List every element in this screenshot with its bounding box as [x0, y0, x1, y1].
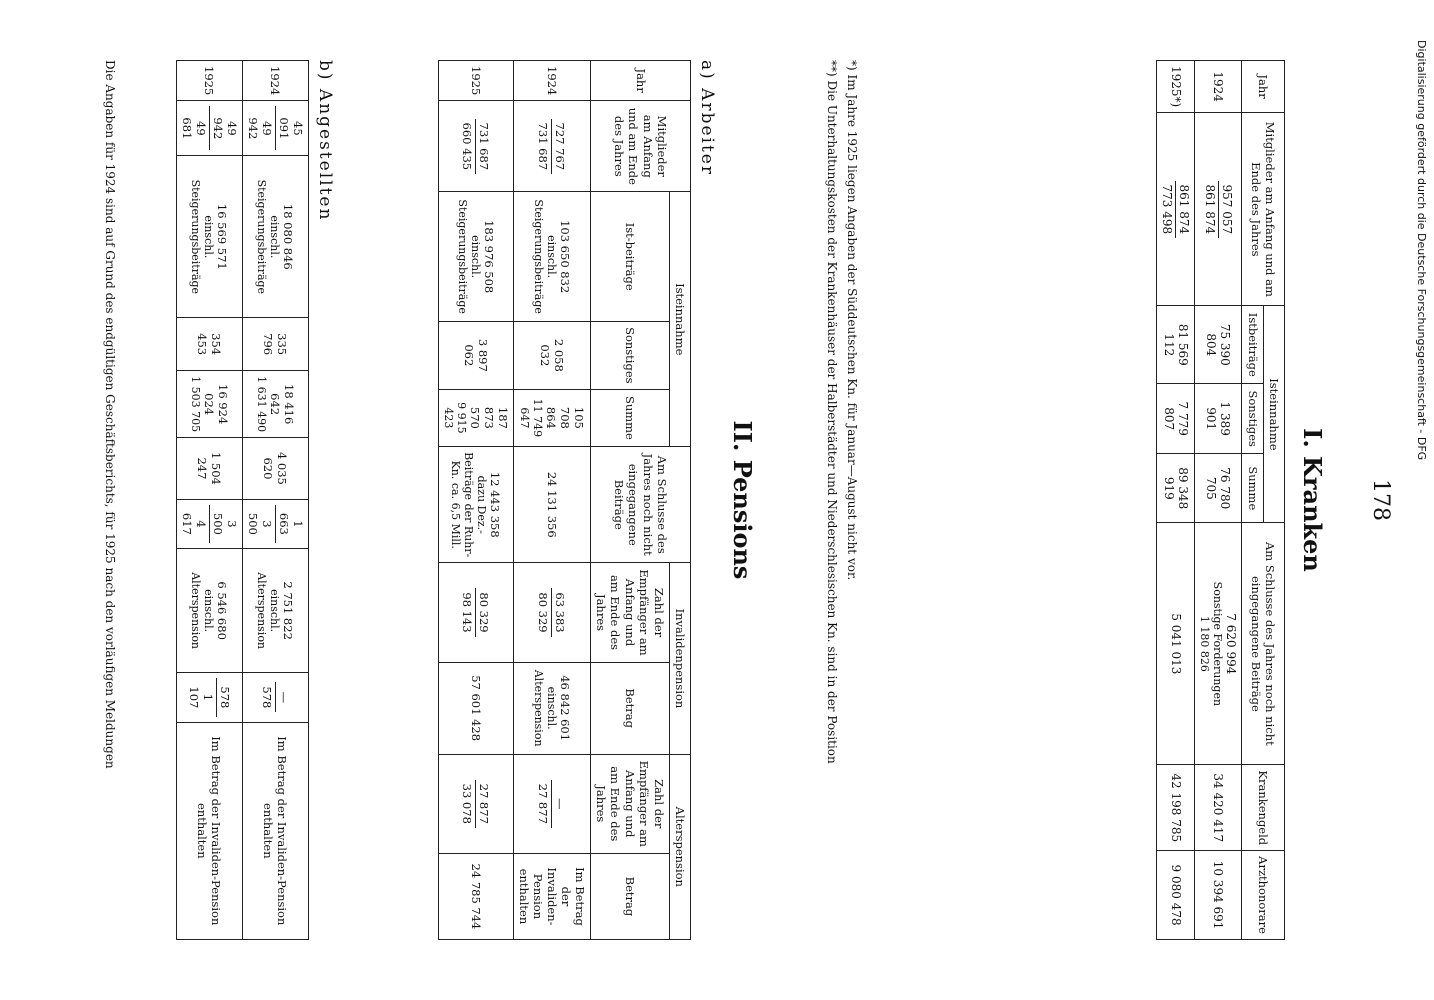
footnote-2: **) Die Unterhaltungskosten der Krankenhäuser der Halberstädter und Niederschlesischen Kn. sind in der Position	[824, 60, 839, 764]
col-mitglieder: Mitglieder am Anfang und am Ende des Jahres	[1242, 113, 1285, 306]
kranken-footnotes	[821, 60, 862, 764]
table-row: 1925*) 861 874 773 498 81 569 112 7 779 807 89 348 919 5 041 013 42 198 785 9 080 478	[1157, 61, 1195, 940]
footnote-1: *) Im Jahre 1925 liegen Angaben der Süddeutschen Kn. für Januar—August nicht vor.	[845, 60, 859, 581]
col-rueckstand: Am Schlusse des Jahres noch nicht eingegangene Beiträge	[1242, 523, 1285, 765]
document-page	[27, 20, 1407, 980]
table-row: 1925 49 942 49 681 16 569 571 einschl. Steigerungsbeiträge 354 453 16 924 024 1 503 705 1 504 247 3 500 4 617 6 546 680 einschl. Alterspension 578 1 107 Im Betrag der Invaliden-Pension enthalten	[177, 61, 243, 940]
subheading-arbeiter: a) Arbeiter	[697, 60, 717, 176]
table-row: 1924 957 057 861 874 75 390 804 1 389 901 76 780 705 7 620 994 Sonstige Forderungen 1 180 826 34 420 417 10 394 691	[1195, 61, 1242, 940]
col-sonstiges: Sonstiges	[1242, 384, 1263, 454]
table-row: 1924 45 091 49 942 18 080 846 einschl. Steigerungsbeiträge 335 796 18 416 642 1 631 490 4 035 620 1 663 3 500 2 751 822 einschl. Alterspension — 578 Im Betrag der Invaliden-Pension enthalten	[243, 61, 309, 940]
table-row: 1925 731 687 660 435 183 976 508 einschl. Steigerungsbeiträge 3 897 062 187 873 570 9 915 423 12 443 358 dazu Dez.-Beiträge der Ruhr-Kn. ca. 6,5 Mill. 80 329 98 143 57 601 428 27 877 33 078 24 785 744	[438, 61, 513, 940]
col-jahr: Jahr	[1242, 61, 1285, 113]
digitization-credit: Digitalisierung gefördert durch die Deutsche Forschungsgemeinschaft - DFG	[1415, 40, 1428, 461]
table-row: 1924 727 767 731 687 103 650 832 einschl. Steigerungsbeiträge 2 058 032 105 708 864 11 749 647 24 131 356 63 383 80 329 46 842 601 einschl. Alterspension — 27 877 Im Betrag der Invaliden-Pension enthalten	[513, 61, 590, 940]
section-heading-pensions: II. Pensions	[728, 420, 757, 580]
page-number: 178	[1368, 479, 1393, 521]
section-heading-kranken: I. Kranken	[1298, 428, 1327, 572]
pension-arbeiter-table: Jahr Mitglieder am Anfang und am Ende des Jahres Isteinnahme Am Schlusse des Jahres noch nicht eingegangene Beiträge Invalidenpension Alterspension Ist-beiträge Sonstiges Summe Zahl der Empfänger am Anfang und am Ende des Jahres Betrag Zahl der Empfänger am Anfang und am Ende des Jahres Betrag 1924 727 767 731 687 103 650 832 einschl. Steigerungsbeiträge 2 058 032 105 708 864 11 749 647 24 131 356 63 383 80 329 46 842 601 einschl. Alterspension — 27 877 Im Betrag der Invaliden-Pension enthalten 1925 731 687 660 435 183 976 508 einschl. Steigerungsbeiträge 3 897 062 187 873 570 9 915 423 12 443 358 dazu Dez.-Beiträge der Ruhr-Kn. ca. 6,5 Mill. 80 329 98 143 57 601 428 27 877 33 078 24 785 744	[438, 60, 691, 940]
pension-note: Die Angaben für 1924 sind auf Grund des endgültigen Geschäftsberichts, für 1925 nach den vorläufigen Meldungen	[103, 60, 117, 769]
col-arzthonorare: Arzthonorare	[1242, 851, 1285, 940]
col-istbeitraege: Istbeiträge	[1242, 306, 1263, 384]
subheading-angestellte: b) Angestellten	[315, 60, 335, 222]
col-isteinnahme: Isteinnahme	[1263, 306, 1284, 523]
col-krankengeld: Krankengeld	[1242, 765, 1285, 851]
pension-angestellte-table	[176, 60, 309, 940]
col-summe: Summe	[1242, 454, 1263, 523]
kranken-table	[1156, 60, 1285, 940]
